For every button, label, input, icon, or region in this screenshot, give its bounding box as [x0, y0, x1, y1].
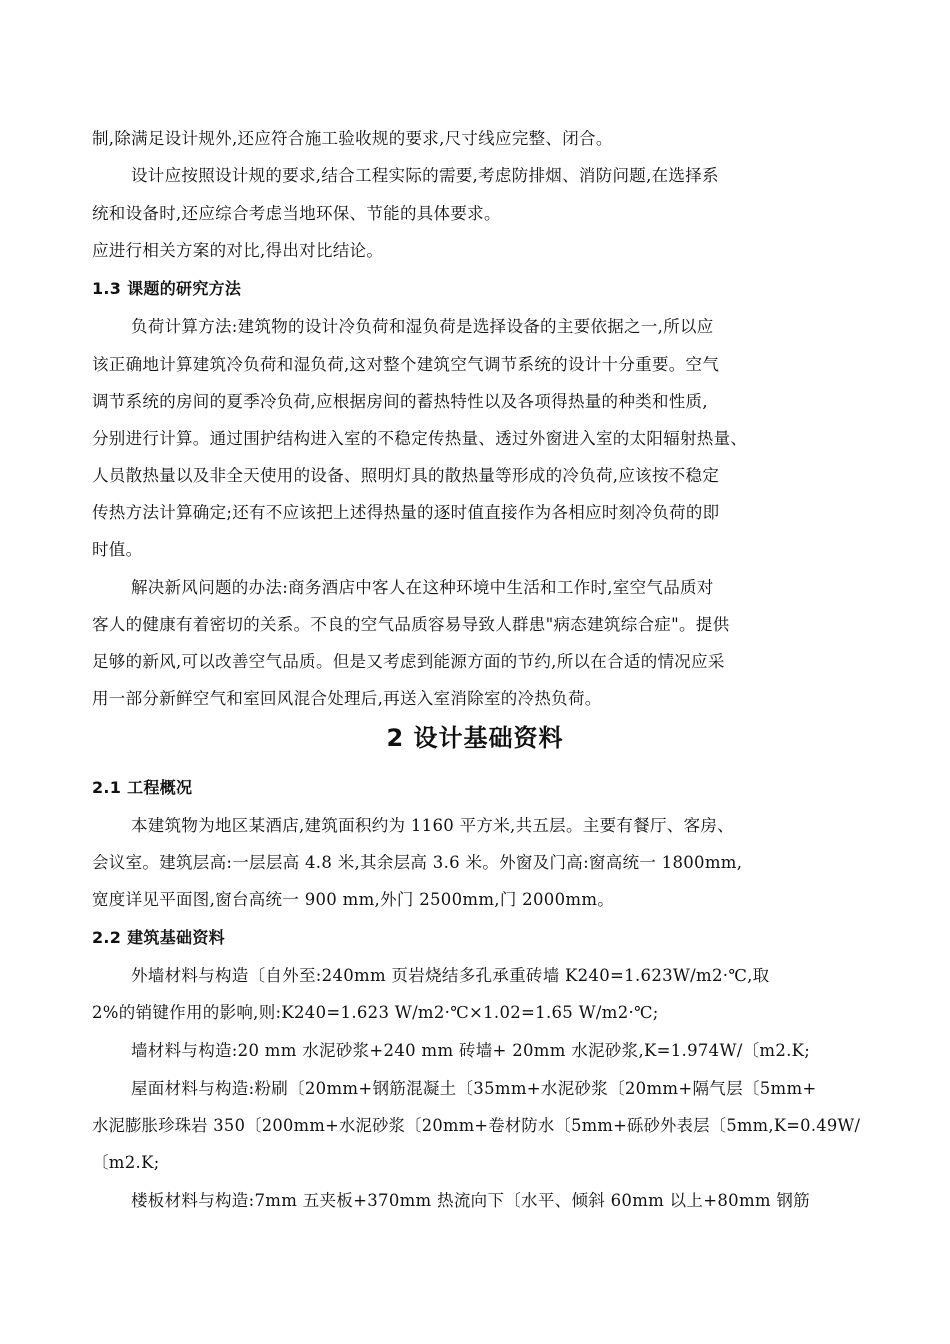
section-heading-1-3: 1.3 课题的研究方法 [92, 279, 242, 298]
section-heading-2-2: 2.2 建筑基础资料 [92, 928, 225, 947]
paragraph-line: 屋面材料与构造:粉刷〔20mm+钢筋混凝土〔35mm+水泥砂浆〔20mm+隔气层〔5mm+ [131, 1079, 817, 1098]
paragraph-line: 楼板材料与构造:7mm 五夹板+370mm 热流向下〔水平、倾斜 60mm 以上+80mm 钢筋 [131, 1191, 810, 1210]
paragraph-line: 解决新风问题的办法:商务酒店中客人在这种环境中生活和工作时,室空气品质对 [131, 578, 714, 597]
paragraph-line: 宽度详见平面图,窗台高统一 900 mm,外门 2500mm,门 2000mm。 [92, 890, 615, 909]
paragraph-line: 〔m2.K; [92, 1153, 160, 1172]
paragraph-line: 人员散热量以及非全天使用的设备、照明灯具的散热量等形成的冷负荷,应该按不稳定 [92, 466, 720, 485]
paragraph-line: 传热方法计算确定;还有不应该把上述得热量的逐时值直接作为各相应时刻冷负荷的即 [92, 503, 720, 522]
paragraph-line: 时值。 [92, 540, 143, 559]
paragraph-line: 墙材料与构造:20 mm 水泥砂浆+240 mm 砖墙+ 20mm 水泥砂浆,K=1.974W/〔m2.K; [131, 1041, 811, 1060]
paragraph-line: 统和设备时,还应综合考虑当地环保、节能的具体要求。 [92, 204, 501, 223]
section-heading-2-1: 2.1 工程概况 [92, 778, 193, 797]
paragraph-line: 设计应按照设计规的要求,结合工程实际的需要,考虑防排烟、消防问题,在选择系 [131, 166, 719, 185]
paragraph-line: 客人的健康有着密切的关系。不良的空气品质容易导致人群患"病态建筑综合症"。提供 [92, 615, 730, 634]
paragraph-line: 外墙材料与构造〔自外至:240mm 页岩烧结多孔承重砖墙 K240=1.623W/m2·℃,取 [131, 966, 770, 985]
paragraph-line: 本建筑物为地区某酒店,建筑面积约为 1160 平方米,共五层。主要有餐厅、客房、 [131, 816, 734, 835]
paragraph-line: 调节系统的房间的夏季冷负荷,应根据房间的蓄热特性以及各项得热量的种类和性质, [92, 392, 708, 411]
paragraph-line: 水泥膨胀珍珠岩 350〔200mm+水泥砂浆〔20mm+卷材防水〔5mm+砾砂外表层〔5mm,K=0.49W/ [92, 1116, 861, 1135]
paragraph-line: 用一部分新鲜空气和室回风混合处理后,再送入室消除室的冷热负荷。 [92, 689, 602, 708]
paragraph-line: 会议室。建筑层高:一层层高 4.8 米,其余层高 3.6 米。外窗及门高:窗高统一 1800mm, [92, 853, 743, 872]
paragraph-line: 负荷计算方法:建筑物的设计冷负荷和湿负荷是选择设备的主要依据之一,所以应 [131, 317, 714, 336]
paragraph-line: 应进行相关方案的对比,得出对比结论。 [92, 241, 384, 260]
paragraph-line: 分别进行计算。通过围护结构进入室的不稳定传热量、透过外窗进入室的太阳辐射热量、 [92, 429, 748, 448]
paragraph-line: 制,除满足设计规外,还应符合施工验收规的要求,尺寸线应完整、闭合。 [92, 129, 613, 148]
paragraph-line: 足够的新风,可以改善空气品质。但是又考虑到能源方面的节约,所以在合适的情况应采 [92, 652, 725, 671]
paragraph-line: 该正确地计算建筑冷负荷和湿负荷,这对整个建筑空气调节系统的设计十分重要。空气 [92, 355, 720, 374]
paragraph-line: 2%的销键作用的影响,则:K240=1.623 W/m2·℃×1.02=1.65 W/m2·℃; [92, 1003, 659, 1022]
chapter-heading-2: 2 设计基础资料 [386, 724, 564, 752]
